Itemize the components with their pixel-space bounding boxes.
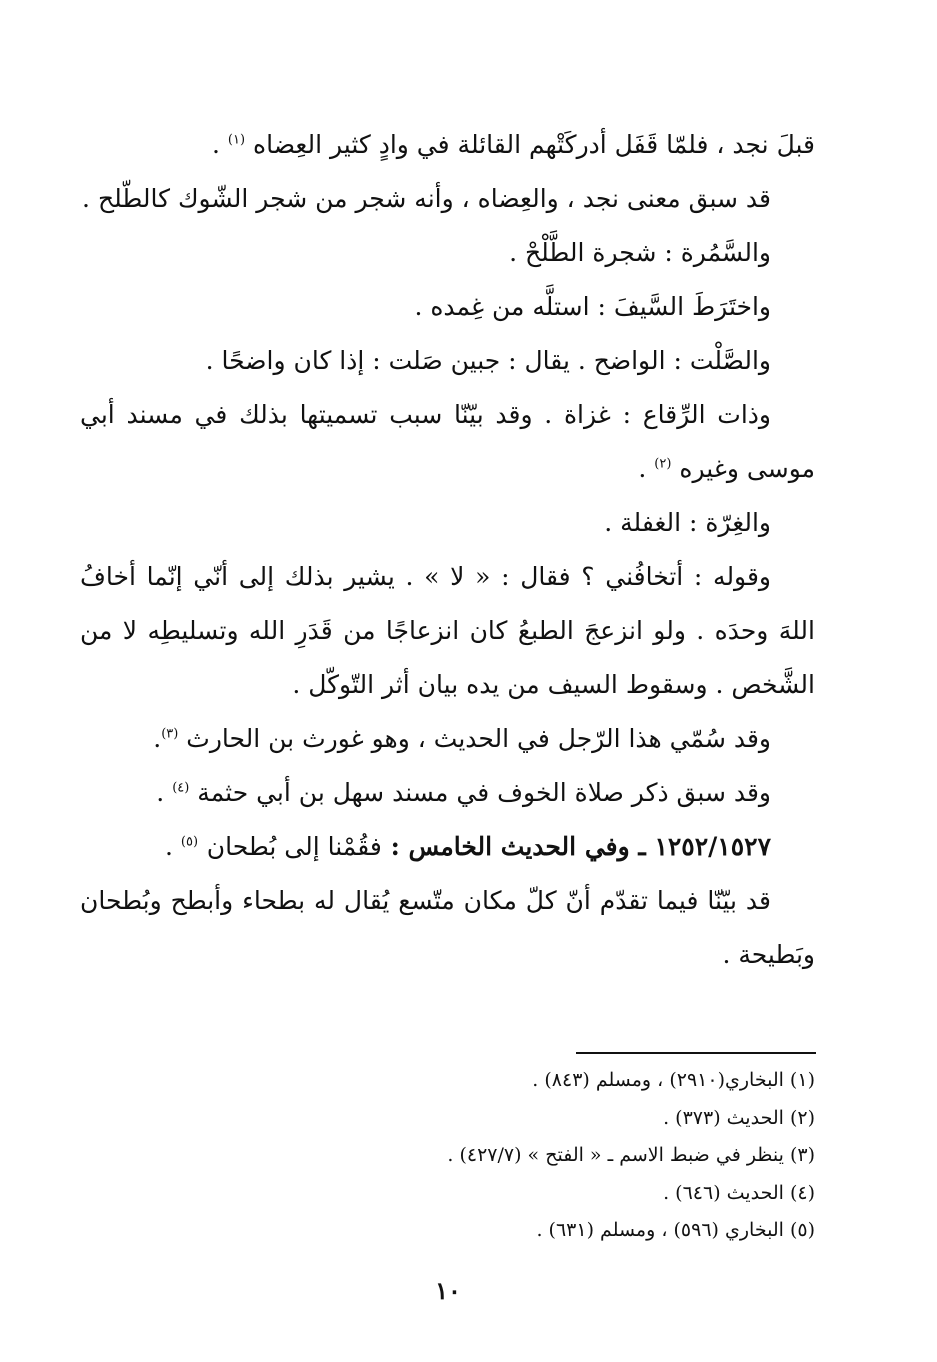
paragraph-8-text: وقوله : أتخافُني ؟ فقال : « لا » . يشير بذلك إلى أنّي إنّما أخافُ اللهَ وحدَه . ولو انزعجَ الطبعُ كان انزعاجًا من قَدَرِ الله وتسليطِه لا من الشَّخص . وسقوط السيف من يده بيان أثر التّوكّل . [80,562,815,699]
footnote-ref-4: (٤) [172,780,190,796]
paragraph-8 [80,550,815,712]
hadith-heading-end: . [165,832,181,861]
paragraph-5 [80,334,815,388]
footnote-5: (٥) البخاري (٥٩٦) ، ومسلم (٦٣١) . [536,1219,815,1241]
paragraph-6-end: . [638,454,655,483]
hadith-number: ١٢٥٢/١٥٢٧ [654,832,771,861]
paragraph-final-text: قد بيّنّا فيما تقدّم أنّ كلّ مكان متّسع يُقال له بطحاء وأبطح وبُطحان وبَطيحة . [80,886,815,969]
paragraph-1-end: . [212,130,228,159]
paragraph-9-end: . [153,724,162,753]
paragraph-10 [80,766,815,820]
footnote-1: (١) البخاري(٢٩١٠) ، ومسلم (٨٤٣) . [532,1069,815,1091]
paragraph-7 [80,496,815,550]
footnote-ref-3: (٣) [161,726,179,742]
paragraph-10-end: . [156,778,173,807]
footnote-4: (٤) الحديث (٦٤٦) . [663,1181,815,1204]
page-number: ١٠ [435,1276,461,1305]
footnote-separator [576,1052,816,1054]
paragraph-9-text: وقد سُمّي هذا الرّجل في الحديث ، وهو غورث بن الحارث [186,724,771,753]
paragraph-1-text: قبلَ نجد ، فلمّا قَفَل أدركَتْهم القائلة في وادٍ كثير العِضاه [253,130,815,159]
main-text [80,118,815,982]
paragraph-4-text: واختَرَطَ السَّيفَ : استلَّه من غِمده . [414,292,771,321]
footnote-2: (٢) الحديث (٣٧٣) . [663,1106,815,1129]
footnote-ref-2: (٢) [654,456,672,472]
paragraph-final [80,874,815,982]
hadith-heading [80,820,815,874]
footnote-ref-5: (٥) [180,834,199,850]
footnotes [80,1062,815,1250]
paragraph-2-text: قد سبق معنى نجد ، والعِضاه ، وأنه شجر من شجر الشّوك كالطّلح . [82,184,771,213]
hadith-quote: فقُمْنا إلى بُطحان [206,832,382,861]
paragraph-10-text: وقد سبق ذكر صلاة الخوف في مسند سهل بن أبي حثمة [197,778,771,807]
footnote-ref-1: (١) [227,132,246,148]
paragraph-4 [80,280,815,334]
paragraph-9 [80,712,815,766]
paragraph-2 [80,172,815,226]
hadith-dash: ـ [629,832,655,861]
paragraph-3 [80,226,815,280]
paragraph-3-text: والسَّمُرة : شجرة الطَّلْحْ . [509,238,771,267]
hadith-label: وفي الحديث الخامس : [390,832,630,861]
paragraph-6 [80,388,815,496]
footnote-3: (٣) ينظر في ضبط الاسم ـ « الفتح » (٤٢٧/٧) . [447,1144,815,1166]
paragraph-1 [80,118,815,172]
paragraph-7-text: والغِرّة : الغفلة . [604,508,771,537]
paragraph-6-text: وذات الرِّقاع : غزاة . وقد بيّنّا سبب تسميتها بذلك في مسند أبي موسى وغيره [80,400,815,483]
paragraph-5-text: والصَّلْت : الواضح . يقال : جبين صَلت : إذا كان واضحًا . [205,346,771,375]
